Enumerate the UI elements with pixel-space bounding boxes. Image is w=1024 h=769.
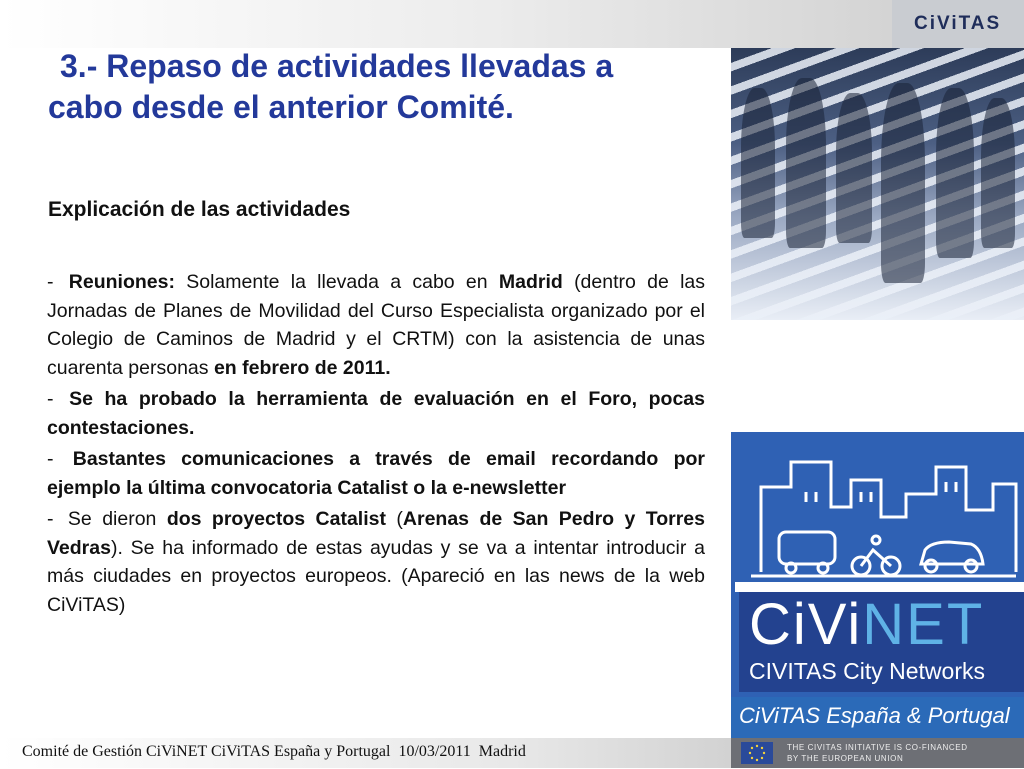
photo-figure: [881, 83, 925, 283]
eu-funding-band: [731, 738, 1024, 768]
civinet-subtitle: CIVITAS City Networks: [749, 658, 985, 684]
bullet-proyectos: [47, 505, 705, 619]
civinet-logo-net: NET: [862, 592, 985, 657]
photo-figure: [741, 88, 775, 238]
civitas-logo-text: CiViTAS: [914, 13, 1002, 34]
bullet-herramienta: [47, 385, 705, 442]
footer-text: Comité de Gestión CiViNET CiViTAS España y Portugal 10/03/2011 Madrid: [22, 743, 526, 760]
bullet-dash: -: [47, 508, 54, 530]
photo-figure: [836, 93, 872, 243]
slide-body: [47, 268, 705, 622]
bullet-bold: en febrero de 2011.: [213, 356, 391, 379]
panel-gap: [731, 320, 1024, 432]
bullet-text: Solamente la llevada a cabo en: [174, 271, 499, 293]
eu-funding-line-1: THE CIVITAS INITIATIVE IS CO-FINANCED: [787, 743, 968, 752]
slide-title-line-2: cabo desde el anterior Comité.: [48, 89, 514, 125]
photo-figure: [981, 98, 1015, 248]
panel-divider: [735, 582, 1024, 592]
civinet-brand: [739, 592, 1024, 692]
bullet-text: Se dieron: [67, 508, 167, 530]
footer: [0, 738, 731, 768]
bullet-label: Reuniones:: [68, 271, 175, 293]
city-skyline-icon: [731, 432, 1024, 582]
bullet-bold: Bastantes comunicaciones a través de email recordando por ejemplo la última convocatoria Catalist o la e-newsletter: [47, 448, 705, 499]
region-label: CiViTAS España & Portugal: [739, 703, 1010, 728]
eu-funding-line-2: BY THE EUROPEAN UNION: [787, 754, 904, 763]
city-illustration: [731, 432, 1024, 582]
region-band: [731, 697, 1024, 738]
crowd-photo: [731, 48, 1024, 320]
photo-figure: [936, 88, 974, 258]
bullet-comunicaciones: [47, 445, 705, 502]
civinet-logo: [749, 594, 984, 656]
civinet-logo-civi: CiVi: [749, 592, 863, 657]
bullet-dash: -: [47, 448, 54, 470]
bullet-bold: Arenas de San Pedro y Torres Vedras: [47, 508, 705, 559]
section-subheading: Explicación de las actividades: [48, 198, 351, 221]
bullet-bold: Madrid: [498, 271, 563, 293]
slide-title-line-1: 3.- Repaso de actividades llevadas a: [60, 48, 614, 84]
bullet-text: (: [385, 508, 403, 530]
slide-title: [48, 46, 708, 128]
bullet-reuniones: [47, 268, 705, 382]
eu-funding-text: [787, 742, 968, 764]
bullet-bold: dos proyectos Catalist: [166, 508, 386, 530]
bullet-bold: Se ha probado la herramienta de evaluación en el Foro, pocas contestaciones.: [47, 388, 705, 439]
civitas-logo: [892, 0, 1024, 48]
photo-figure: [786, 78, 826, 248]
eu-flag-icon: [741, 742, 773, 764]
bullet-text: (dentro de las Jornadas de Planes de Movilidad del Curso Especialista organizado por el Colegio de Caminos de Madrid y el CRTM) con la asistencia de unas cuarenta personas: [47, 271, 706, 379]
civinet-panel: [731, 432, 1024, 738]
bullet-dash: -: [47, 271, 54, 293]
bullet-text: ). Se ha informado de estas ayudas y se va a intentar introducir a más ciudades en proyectos europeos. (Apareció en las news de la web CiViTAS): [47, 536, 705, 616]
top-bar: [0, 0, 892, 48]
bullet-dash: -: [47, 388, 54, 410]
